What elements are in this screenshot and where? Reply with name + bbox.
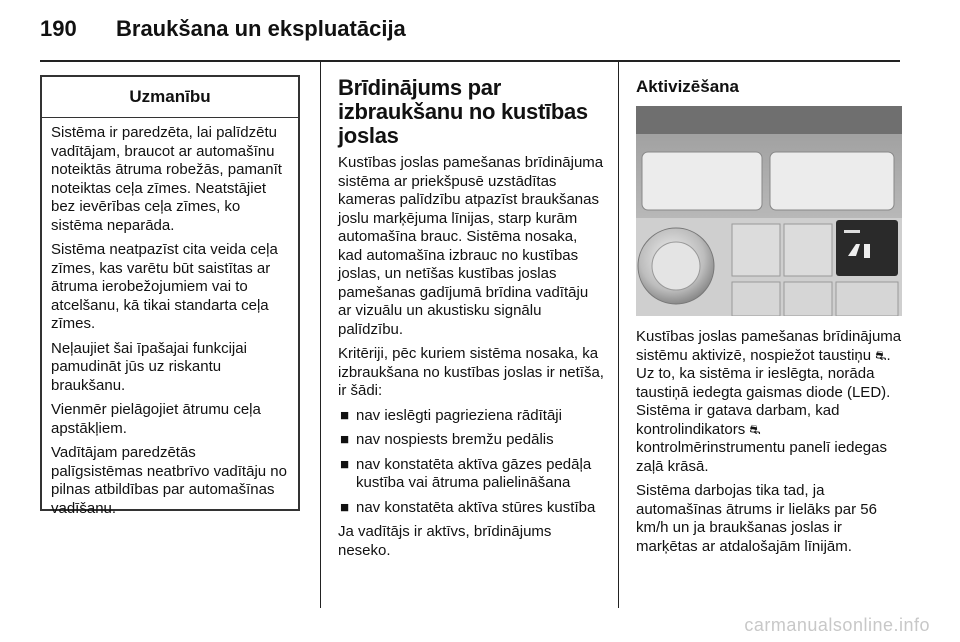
chapter-title: Braukšana un ekspluatācija (116, 16, 406, 41)
activation-paragraph: Kustības joslas pamešanas brīdinājuma sistēmu aktivizē, nospiežot taustiņu ⛐. Uz to, ka sistēma ir ieslēgta, norāda taustiņā iedegta gaismas diode (LED). Sistēma ir gatava darbam, kad kontrolindikators ⛐ kontrolmērinstrumentu panelī iedegas zaļā krāsā. (636, 328, 902, 475)
activation-paragraph: Sistēma darbojas tika tad, ja automašīnas ātrums ir lielāks par 56 km/h un ja braukšanas joslas ir marķētas ar atdalošajām līnijām. (636, 482, 877, 555)
watermark: carmanualsonline.info (744, 615, 930, 635)
lane-assist-indicator-icon: ⛐ (749, 421, 761, 437)
list-item: ■ nav konstatēta aktīva stūres kustība (340, 498, 596, 516)
section-paragraph: Kritēriji, pēc kuriem sistēma nosaka, ka izbraukšana no kustības joslas ir netīša, ir šādi: (338, 345, 604, 399)
bullet-marker: ■ (340, 455, 350, 473)
list-item: ■ nav ieslēgti pagrieziena rādītāji (340, 406, 562, 424)
page-header (40, 16, 900, 48)
header-rule (40, 60, 900, 62)
page-number: 190 (40, 16, 77, 41)
section-paragraph: Kustības joslas pamešanas brīdinājuma sistēma ar priekšpusē uzstādītas kameras palīdzību atpazīst braukšanas joslu marķējuma līnijas, starp kurām automašīna brauc. Sistēma nosaka, kad automašīna izbrauc no kustības joslas, un netīšas kustības joslas pamešanas gadījumā brīdina vadītāju ar vizuālu un akustisku signālu palīdzību. (338, 154, 604, 338)
section-heading: Brīdinājums par izbraukšanu no kustības joslas (338, 75, 588, 148)
list-item: ■ nav nospiests bremžu pedālis (340, 431, 554, 448)
activation-section (636, 76, 902, 562)
warning-title: Uzmanību (42, 77, 298, 118)
warning-paragraph: Sistēma ir paredzēta, lai palīdzētu vadītājam, braucot ar automašīnu noteiktās ātruma robežās, pamanīt noteiktas ceļa zīmes. Neatstājiet bez ievērības ceļa zīmes, ko sistēma neparāda. (51, 124, 282, 234)
warning-paragraph: Vadītājam paredzētās palīgsistēmas neatbrīvo vadītāju no pilnas atbildības par automašīnas vadīšanu. (51, 444, 287, 517)
warning-paragraph: Sistēma neatpazīst cita veida ceļa zīmes, kas varētu būt saistītas ar ātruma ierobežojumiem vai to atcelšanu, kā tikai standarta ceļa zīmes. (51, 241, 278, 332)
warning-paragraph: Vienmēr pielāgojiet ātrumu ceļa apstākļiem. (51, 401, 261, 437)
section-paragraph: Ja vadītājs ir aktīvs, brīdinājums neseko. (338, 523, 552, 559)
warning-box (40, 75, 300, 517)
warning-body (42, 118, 298, 518)
bullet-marker: ■ (340, 431, 350, 448)
lane-assist-icon: ⛐ (875, 347, 887, 363)
column-divider-2 (618, 62, 619, 608)
lane-departure-section (338, 76, 604, 566)
column-divider-1 (320, 62, 321, 608)
dashboard-buttons-photo (636, 106, 902, 316)
bullet-marker: ■ (340, 498, 350, 516)
warning-paragraph: Neļaujiet šai īpašajai funkcijai pamudināt jūs uz riskantu braukšanu. (51, 339, 247, 394)
bullet-marker: ■ (340, 406, 350, 424)
activation-heading: Aktivizēšana (636, 77, 739, 96)
list-item: ■ nav konstatēta aktīva gāzes pedāļa kustība vai ātruma palielināšana (340, 455, 592, 491)
